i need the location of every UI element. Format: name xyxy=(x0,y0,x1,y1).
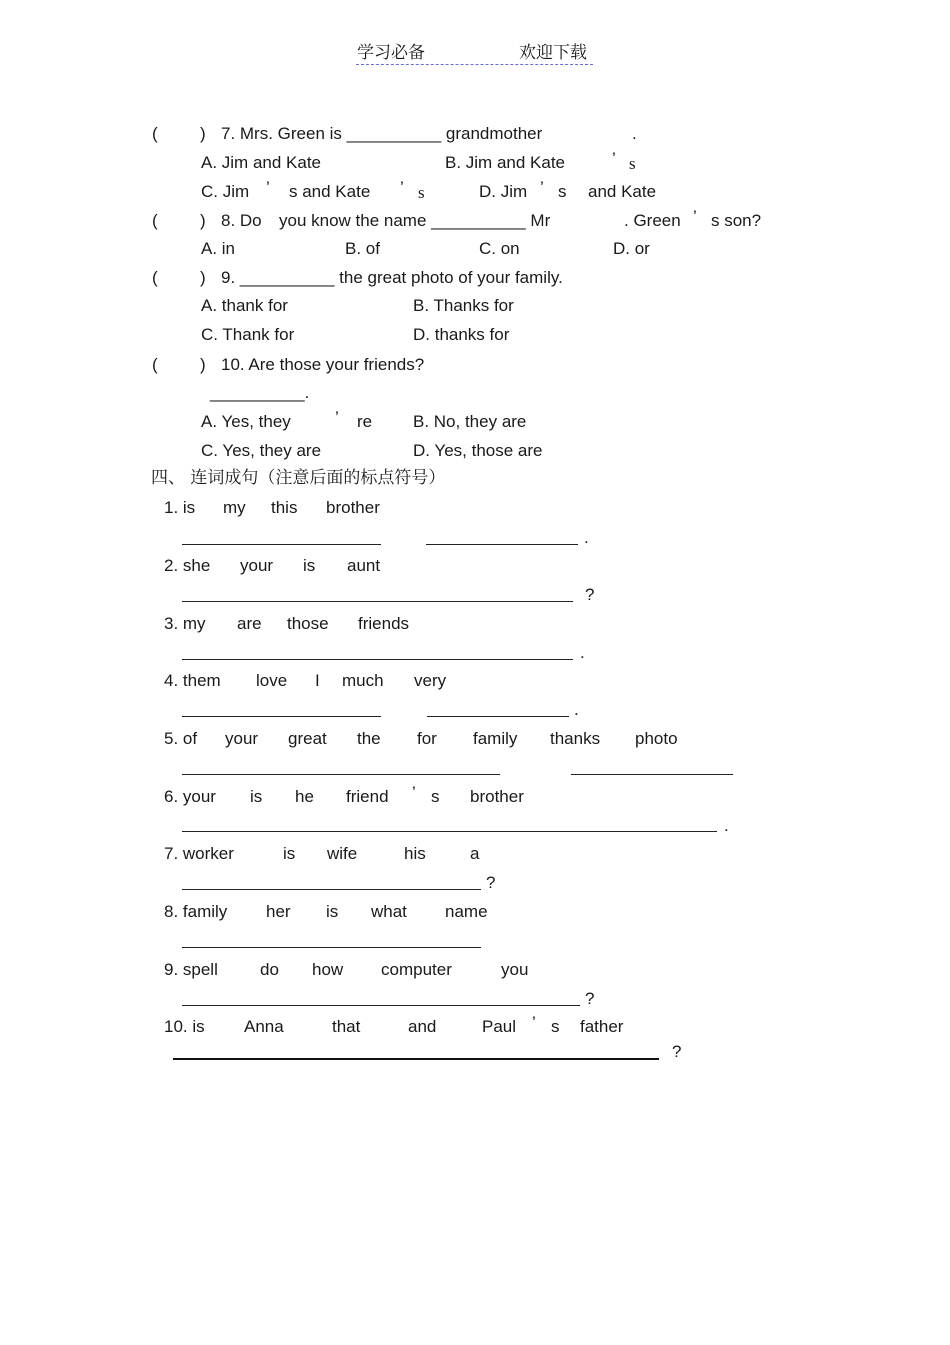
answer-line xyxy=(182,831,717,832)
apostrophe: ’ xyxy=(540,178,544,197)
option-b: B. of xyxy=(345,239,380,258)
option-b-s: s xyxy=(629,154,636,173)
question-stem: 8. Do xyxy=(221,211,262,230)
word: is xyxy=(283,844,296,863)
word: for xyxy=(417,729,437,748)
word: very xyxy=(414,671,447,690)
word: photo xyxy=(635,729,678,748)
answer-paren-open: ( xyxy=(152,124,158,143)
header-left: 学习必备 xyxy=(357,43,425,63)
word: friends xyxy=(358,614,410,633)
word: are xyxy=(237,614,262,633)
option-b: B. Thanks for xyxy=(413,296,514,315)
option-d: D. Yes, those are xyxy=(413,441,543,460)
end-punctuation: ? xyxy=(486,873,496,892)
sentence-number: 10. is xyxy=(164,1017,205,1036)
word: that xyxy=(332,1017,361,1036)
word: brother xyxy=(326,498,380,517)
option-c: C. on xyxy=(479,239,520,258)
option-d: D. thanks for xyxy=(413,325,510,344)
answer-paren-close: ) xyxy=(200,268,206,287)
question-stem: 10. Are those your friends? xyxy=(221,355,425,374)
apostrophe: ’ xyxy=(335,408,339,427)
word: is xyxy=(326,902,339,921)
sentence-number: 3. my xyxy=(164,614,206,633)
section-title: 四、 连词成句（注意后面的标点符号） xyxy=(151,468,446,488)
option-a-part: re xyxy=(357,412,373,431)
option-c-s: s xyxy=(418,183,425,202)
option-d-s: s xyxy=(558,182,567,201)
sentence-number: 1. is xyxy=(164,498,196,517)
word: is xyxy=(303,556,316,575)
option-c-part: s and Kate xyxy=(289,182,371,201)
word: thanks xyxy=(550,729,601,748)
end-punctuation: . xyxy=(724,816,729,835)
answer-line xyxy=(173,1058,659,1060)
option-a: A. in xyxy=(201,239,236,258)
option-c: C. Yes, they are xyxy=(201,441,322,460)
word: her xyxy=(266,902,291,921)
end-punctuation: . xyxy=(574,700,579,719)
word: love xyxy=(256,671,288,690)
word: this xyxy=(271,498,298,517)
apostrophe: ’ xyxy=(412,783,416,802)
option-d: D. or xyxy=(613,239,650,258)
question-stem: 9. __________ the great photo of your family. xyxy=(221,268,563,287)
question-stem: s son? xyxy=(711,211,762,230)
word: and xyxy=(408,1017,437,1036)
answer-line xyxy=(427,716,569,717)
sentence-number: 8. family xyxy=(164,902,228,921)
word: the xyxy=(357,729,381,748)
apostrophe: ’ xyxy=(266,178,270,197)
apostrophe: ’ xyxy=(400,178,404,197)
word: Anna xyxy=(244,1017,284,1036)
answer-line xyxy=(182,601,573,602)
word: aunt xyxy=(347,556,381,575)
header-divider xyxy=(356,64,593,65)
word: how xyxy=(312,960,344,979)
end-punctuation: ? xyxy=(585,585,595,604)
header-right: 欢迎下载 xyxy=(519,43,587,63)
word: I xyxy=(315,671,320,690)
option-a: A. Yes, they xyxy=(201,412,291,431)
sentence-number: 2. she xyxy=(164,556,211,575)
word: his xyxy=(404,844,426,863)
answer-line xyxy=(182,947,481,948)
word: your xyxy=(225,729,259,748)
option-b: B. Jim and Kate xyxy=(445,153,566,172)
answer-line xyxy=(182,774,500,775)
answer-line xyxy=(182,716,381,717)
option-a: A. thank for xyxy=(201,296,288,315)
answer-line xyxy=(182,1005,580,1006)
question-stem: . Green xyxy=(624,211,681,230)
word: those xyxy=(287,614,329,633)
question-stem: 7. Mrs. Green is __________ grandmother xyxy=(221,124,543,143)
sentence-number: 6. your xyxy=(164,787,216,806)
sentence-number: 9. spell xyxy=(164,960,218,979)
answer-line xyxy=(182,544,381,545)
answer-blank: __________. xyxy=(210,383,310,402)
word: he xyxy=(295,787,314,806)
word: great xyxy=(288,729,327,748)
word: is xyxy=(250,787,263,806)
answer-line xyxy=(182,889,481,890)
option-a: A. Jim and Kate xyxy=(201,153,322,172)
end-punctuation: ? xyxy=(585,989,595,1008)
word: my xyxy=(223,498,246,517)
apostrophe: ’ xyxy=(532,1013,536,1032)
end-punctuation: . xyxy=(580,643,585,662)
option-d-part: and Kate xyxy=(588,182,657,201)
answer-paren-open: ( xyxy=(152,355,158,374)
sentence-number: 5. of xyxy=(164,729,198,748)
word: family xyxy=(473,729,518,748)
word: computer xyxy=(381,960,452,979)
word: what xyxy=(371,902,407,921)
option-c: C. Thank for xyxy=(201,325,295,344)
word: your xyxy=(240,556,274,575)
question-stem-end: . xyxy=(632,124,637,143)
apostrophe: ’ xyxy=(693,207,697,226)
option-d: D. Jim xyxy=(479,182,528,201)
end-punctuation: . xyxy=(584,528,589,547)
sentence-number: 4. them xyxy=(164,671,221,690)
option-b: B. No, they are xyxy=(413,412,527,431)
answer-line xyxy=(571,774,733,775)
word: much xyxy=(342,671,384,690)
word: Paul xyxy=(482,1017,517,1036)
word: s xyxy=(431,787,440,806)
answer-line xyxy=(426,544,578,545)
word: friend xyxy=(346,787,389,806)
word: you xyxy=(501,960,529,979)
word: s xyxy=(551,1017,560,1036)
word: wife xyxy=(327,844,358,863)
answer-paren-close: ) xyxy=(200,124,206,143)
answer-line xyxy=(182,659,573,660)
word: brother xyxy=(470,787,524,806)
word: do xyxy=(260,960,279,979)
answer-paren-open: ( xyxy=(152,211,158,230)
question-stem: you know the name __________ Mr xyxy=(279,211,551,230)
word: a xyxy=(470,844,480,863)
answer-paren-close: ) xyxy=(200,211,206,230)
apostrophe: ’ xyxy=(612,149,616,168)
word: name xyxy=(445,902,488,921)
end-punctuation: ? xyxy=(672,1042,682,1061)
option-c: C. Jim xyxy=(201,182,250,201)
answer-paren-close: ) xyxy=(200,355,206,374)
answer-paren-open: ( xyxy=(152,268,158,287)
sentence-number: 7. worker xyxy=(164,844,234,863)
word: father xyxy=(580,1017,624,1036)
